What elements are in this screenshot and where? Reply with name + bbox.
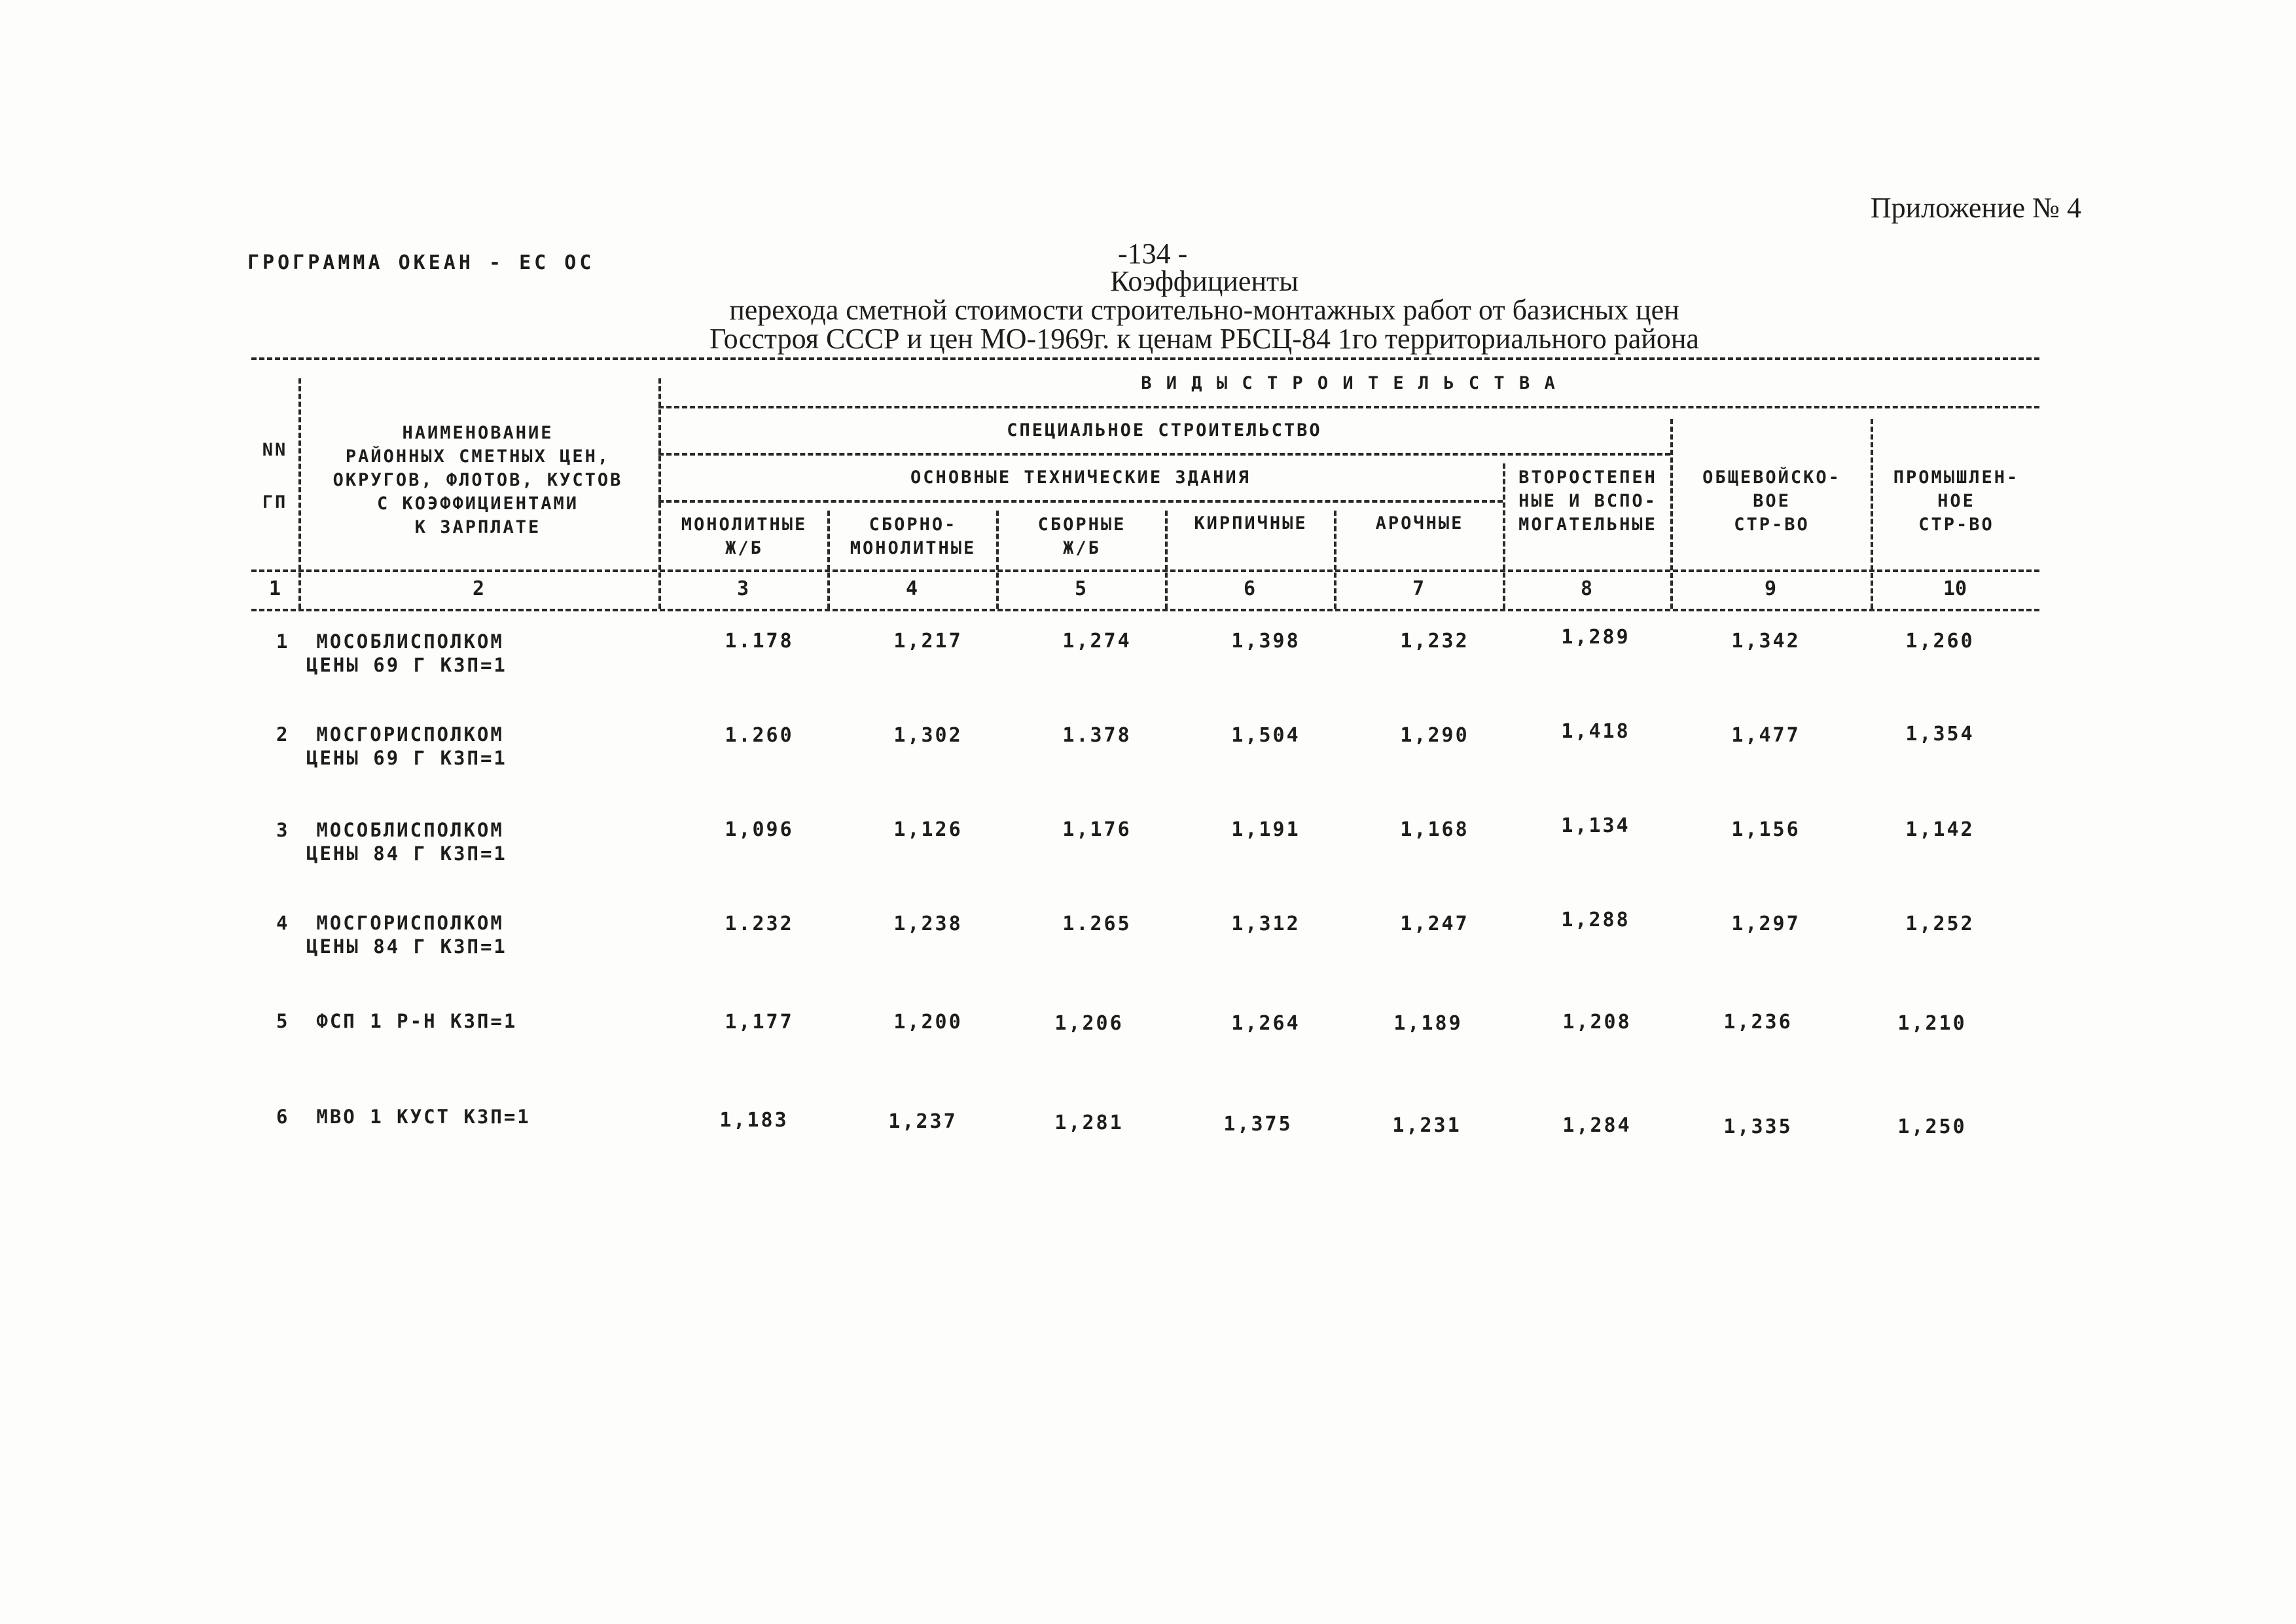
document-title [681, 267, 1728, 353]
program-label: ГРОГРАММА ОКЕАН - ЕС ОС [247, 251, 595, 274]
table-cell: 1,260 [1905, 630, 1975, 653]
row-number: 6 [276, 1106, 290, 1128]
column-number: 3 [736, 577, 749, 600]
table-cell: 1.265 [1062, 912, 1132, 935]
table-cell: 1,477 [1731, 724, 1801, 747]
col3-header: МОНОЛИТНЫЕ Ж/Б [681, 514, 808, 558]
column-number: 6 [1243, 577, 1256, 600]
col5-header: СБОРНЫЕ Ж/Б [1037, 514, 1126, 558]
column-number: 2 [472, 577, 485, 600]
table-cell: 1,297 [1731, 912, 1801, 935]
table-cell: 1.232 [725, 912, 794, 935]
column-number: 7 [1412, 577, 1425, 600]
table-cell: 1,288 [1561, 909, 1630, 931]
column-number: 4 [905, 577, 918, 600]
column-number: 9 [1764, 577, 1777, 600]
row-number: 4 [276, 912, 290, 934]
table-cell: 1,126 [893, 818, 963, 841]
table-cell: 1,217 [893, 630, 963, 653]
name-column-divider [658, 378, 661, 609]
table-cell: 1,418 [1561, 720, 1630, 743]
table-row-label [276, 1105, 531, 1128]
column-number: 1 [268, 577, 281, 600]
table-cell: 1,236 [1723, 1011, 1793, 1034]
col6-header: КИРПИЧНЫЕ [1194, 513, 1308, 533]
table-row-label [276, 911, 507, 958]
col9-header: ОБЩЕВОЙСКО- ВОЕ СТР-ВО [1702, 467, 1841, 535]
row-name: МОСОБЛИСПОЛКОМ [316, 819, 504, 841]
table-cell: 1,238 [893, 912, 963, 935]
row-sub: ЦЕНЫ 84 Г КЗП=1 [306, 842, 507, 865]
nn-header: NN [262, 440, 288, 460]
table-cell: 1,156 [1731, 818, 1801, 841]
row-name: МОСГОРИСПОЛКОМ [316, 912, 504, 934]
table-cell: 1,096 [725, 818, 794, 841]
table-cell: 1,354 [1905, 723, 1975, 746]
table-cell: 1,232 [1400, 630, 1469, 653]
name-header: НАИМЕНОВАНИЕ РАЙОННЫХ СМЕТНЫХ ЦЕН, ОКРУГОВ, ФЛОТОВ, КУСТОВ С КОЭФФИЦИЕНТАМИ К ЗАРПЛАТЕ [332, 423, 623, 537]
row-name: МОСГОРИСПОЛКОМ [316, 723, 504, 746]
special-rule [658, 453, 1670, 456]
table-cell: 1,312 [1231, 912, 1300, 935]
col4-header: СБОРНО- МОНОЛИТНЫЕ [850, 514, 977, 558]
kinds-rule [658, 406, 2039, 408]
col10-header: ПРОМЫШЛЕН- НОЕ СТР-ВО [1893, 467, 2020, 535]
table-cell: 1,289 [1561, 626, 1630, 649]
nn-column-divider [298, 378, 301, 609]
table-cell: 1,191 [1231, 818, 1300, 841]
table-row-label [276, 630, 507, 677]
main-tech-rule [658, 500, 1503, 503]
row-sub: ЦЕНЫ 69 Г КЗП=1 [306, 747, 507, 769]
gp-header: ГП [262, 492, 288, 513]
table-row-label [276, 1009, 517, 1033]
table-cell: 1,231 [1392, 1114, 1462, 1137]
column-numbers-rule [251, 609, 2039, 611]
title-line-1: Коэффициенты [1110, 265, 1299, 297]
table-cell: 1,252 [1905, 912, 1975, 935]
header-bottom-rule [251, 569, 2039, 572]
table-cell: 1,284 [1562, 1114, 1632, 1137]
table-cell: 1,281 [1054, 1111, 1124, 1134]
table-cell: 1,183 [719, 1109, 789, 1132]
row-number: 2 [276, 723, 290, 746]
table-cell: 1,134 [1561, 814, 1630, 837]
row-number: 1 [276, 630, 290, 653]
row-sub: ЦЕНЫ 69 Г КЗП=1 [306, 654, 507, 676]
table-cell: 1,335 [1723, 1115, 1793, 1138]
table-cell: 1,189 [1393, 1012, 1463, 1035]
table-cell: 1,264 [1231, 1012, 1300, 1035]
main-tech-header: ОСНОВНЫЕ ТЕХНИЧЕСКИЕ ЗДАНИЯ [910, 467, 1251, 488]
appendix-label: Приложение № 4 [1870, 192, 2081, 224]
table-cell: 1,398 [1231, 630, 1300, 653]
table-cell: 1,237 [888, 1110, 958, 1133]
table-cell: 1,210 [1897, 1012, 1967, 1035]
col8-header: ВТОРОСТЕПЕН НЫЕ И ВСПО- МОГАТЕЛЬНЫЕ [1518, 467, 1657, 535]
row-name: ФСП 1 Р-Н КЗП=1 [316, 1010, 518, 1032]
table-top-rule [251, 357, 2039, 360]
column-number: 5 [1074, 577, 1087, 600]
table-row-label [276, 818, 507, 865]
kinds-header: В И Д Ы С Т Р О И Т Е Л Ь С Т В А [1141, 373, 1557, 393]
table-cell: 1,250 [1897, 1115, 1967, 1138]
special-header: СПЕЦИАЛЬНОЕ СТРОИТЕЛЬСТВО [1007, 420, 1322, 441]
row-name: МВО 1 КУСТ КЗП=1 [316, 1106, 531, 1128]
table-cell: 1,142 [1905, 818, 1975, 841]
table-row-label [276, 723, 507, 770]
title-line-2: перехода сметной стоимости строительно-монтажных работ от базисных цен [729, 294, 1679, 326]
table-cell: 1,342 [1731, 630, 1801, 653]
row-sub: ЦЕНЫ 84 Г КЗП=1 [306, 935, 507, 958]
table-cell: 1,168 [1400, 818, 1469, 841]
table-cell: 1,247 [1400, 912, 1469, 935]
page-number: -134 - [1118, 238, 1188, 270]
table-cell: 1,208 [1562, 1011, 1632, 1034]
table-cell: 1,274 [1062, 630, 1132, 653]
column-number: 8 [1580, 577, 1593, 600]
table-cell: 1,176 [1062, 818, 1132, 841]
row-name: МОСОБЛИСПОЛКОМ [316, 630, 504, 653]
table-cell: 1,200 [893, 1011, 963, 1034]
table-cell: 1.378 [1062, 724, 1132, 747]
col7-header: АРОЧНЫЕ [1375, 513, 1464, 533]
row-number: 3 [276, 819, 290, 841]
title-line-3: Госстроя СССР и цен МО-1969г. к ценам РБСЦ-84 1го территориального района [709, 323, 1699, 355]
table-cell: 1,375 [1223, 1113, 1293, 1136]
table-cell: 1,177 [725, 1011, 794, 1034]
column-number: 10 [1943, 577, 1967, 600]
table-cell: 1.178 [725, 630, 794, 653]
table-cell: 1,290 [1400, 724, 1469, 747]
table-cell: 1.260 [725, 724, 794, 747]
table-cell: 1,504 [1231, 724, 1300, 747]
row-number: 5 [276, 1010, 290, 1032]
table-cell: 1,302 [893, 724, 963, 747]
table-cell: 1,206 [1054, 1012, 1124, 1035]
